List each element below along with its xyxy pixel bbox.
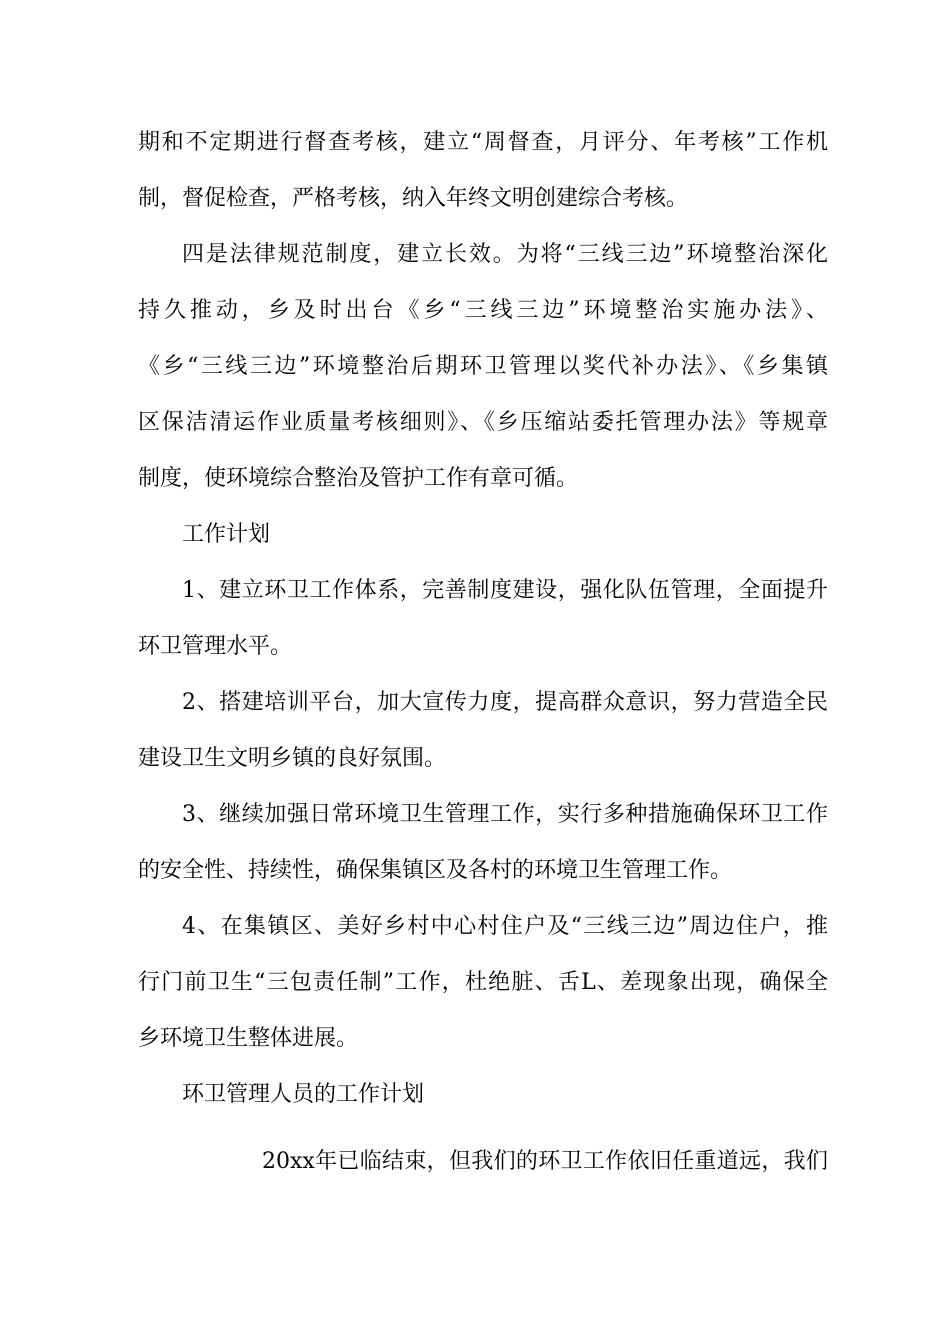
list-item-line: 2、搭建培训平台，加大宣传力度，提高群众意识，努力营造全民 [182, 690, 828, 715]
paragraph-line: 持久推动，乡及时出台《乡“三线三边”环境整治实施办法》、 [138, 298, 828, 323]
list-item-line: 4、在集镇区、美好乡村中心村住户及“三线三边”周边住户，推 [182, 914, 828, 939]
paragraph-line: 区保洁清运作业质量考核细则》、《乡压缩站委托管理办法》等规章 [138, 410, 828, 435]
list-item-line: 建设卫生文明乡镇的良好氛围。 [138, 746, 447, 771]
paragraph-line: 《乡“三线三边”环境整治后期环卫管理以奖代补办法》、《乡集镇 [138, 354, 828, 379]
paragraph-line: 制，督促检查，严格考核，纳入年终文明创建综合考核。 [138, 186, 689, 211]
paragraph-line: 期和不定期进行督查考核，建立“周督查，月评分、年考核”工作机 [138, 130, 828, 155]
list-item-line: 乡环境卫生整体进展。 [138, 1026, 359, 1051]
section-heading: 工作计划 [182, 522, 271, 547]
list-item-line: 3、继续加强日常环境卫生管理工作，实行多种措施确保环卫工作 [182, 802, 828, 827]
list-item-line: 环卫管理水平。 [138, 634, 293, 659]
section-heading: 环卫管理人员的工作计划 [182, 1082, 425, 1107]
paragraph-line: 制度，使环境综合整治及管护工作有章可循。 [138, 466, 579, 491]
list-item-line: 1、建立环卫工作体系，完善制度建设，强化队伍管理，全面提升 [182, 578, 828, 603]
paragraph-line: 四是法律规范制度，建立长效。为将“三线三边”环境整治深化 [182, 242, 828, 267]
list-item-line: 的安全性、持续性，确保集镇区及各村的环境卫生管理工作。 [138, 858, 733, 883]
list-item-line: 行门前卫生“三包责任制”工作，杜绝脏、舌L、差现象出现，确保全 [138, 970, 828, 995]
paragraph-line: 20xx年已临结束，但我们的环卫工作依旧任重道远，我们 [262, 1149, 828, 1174]
